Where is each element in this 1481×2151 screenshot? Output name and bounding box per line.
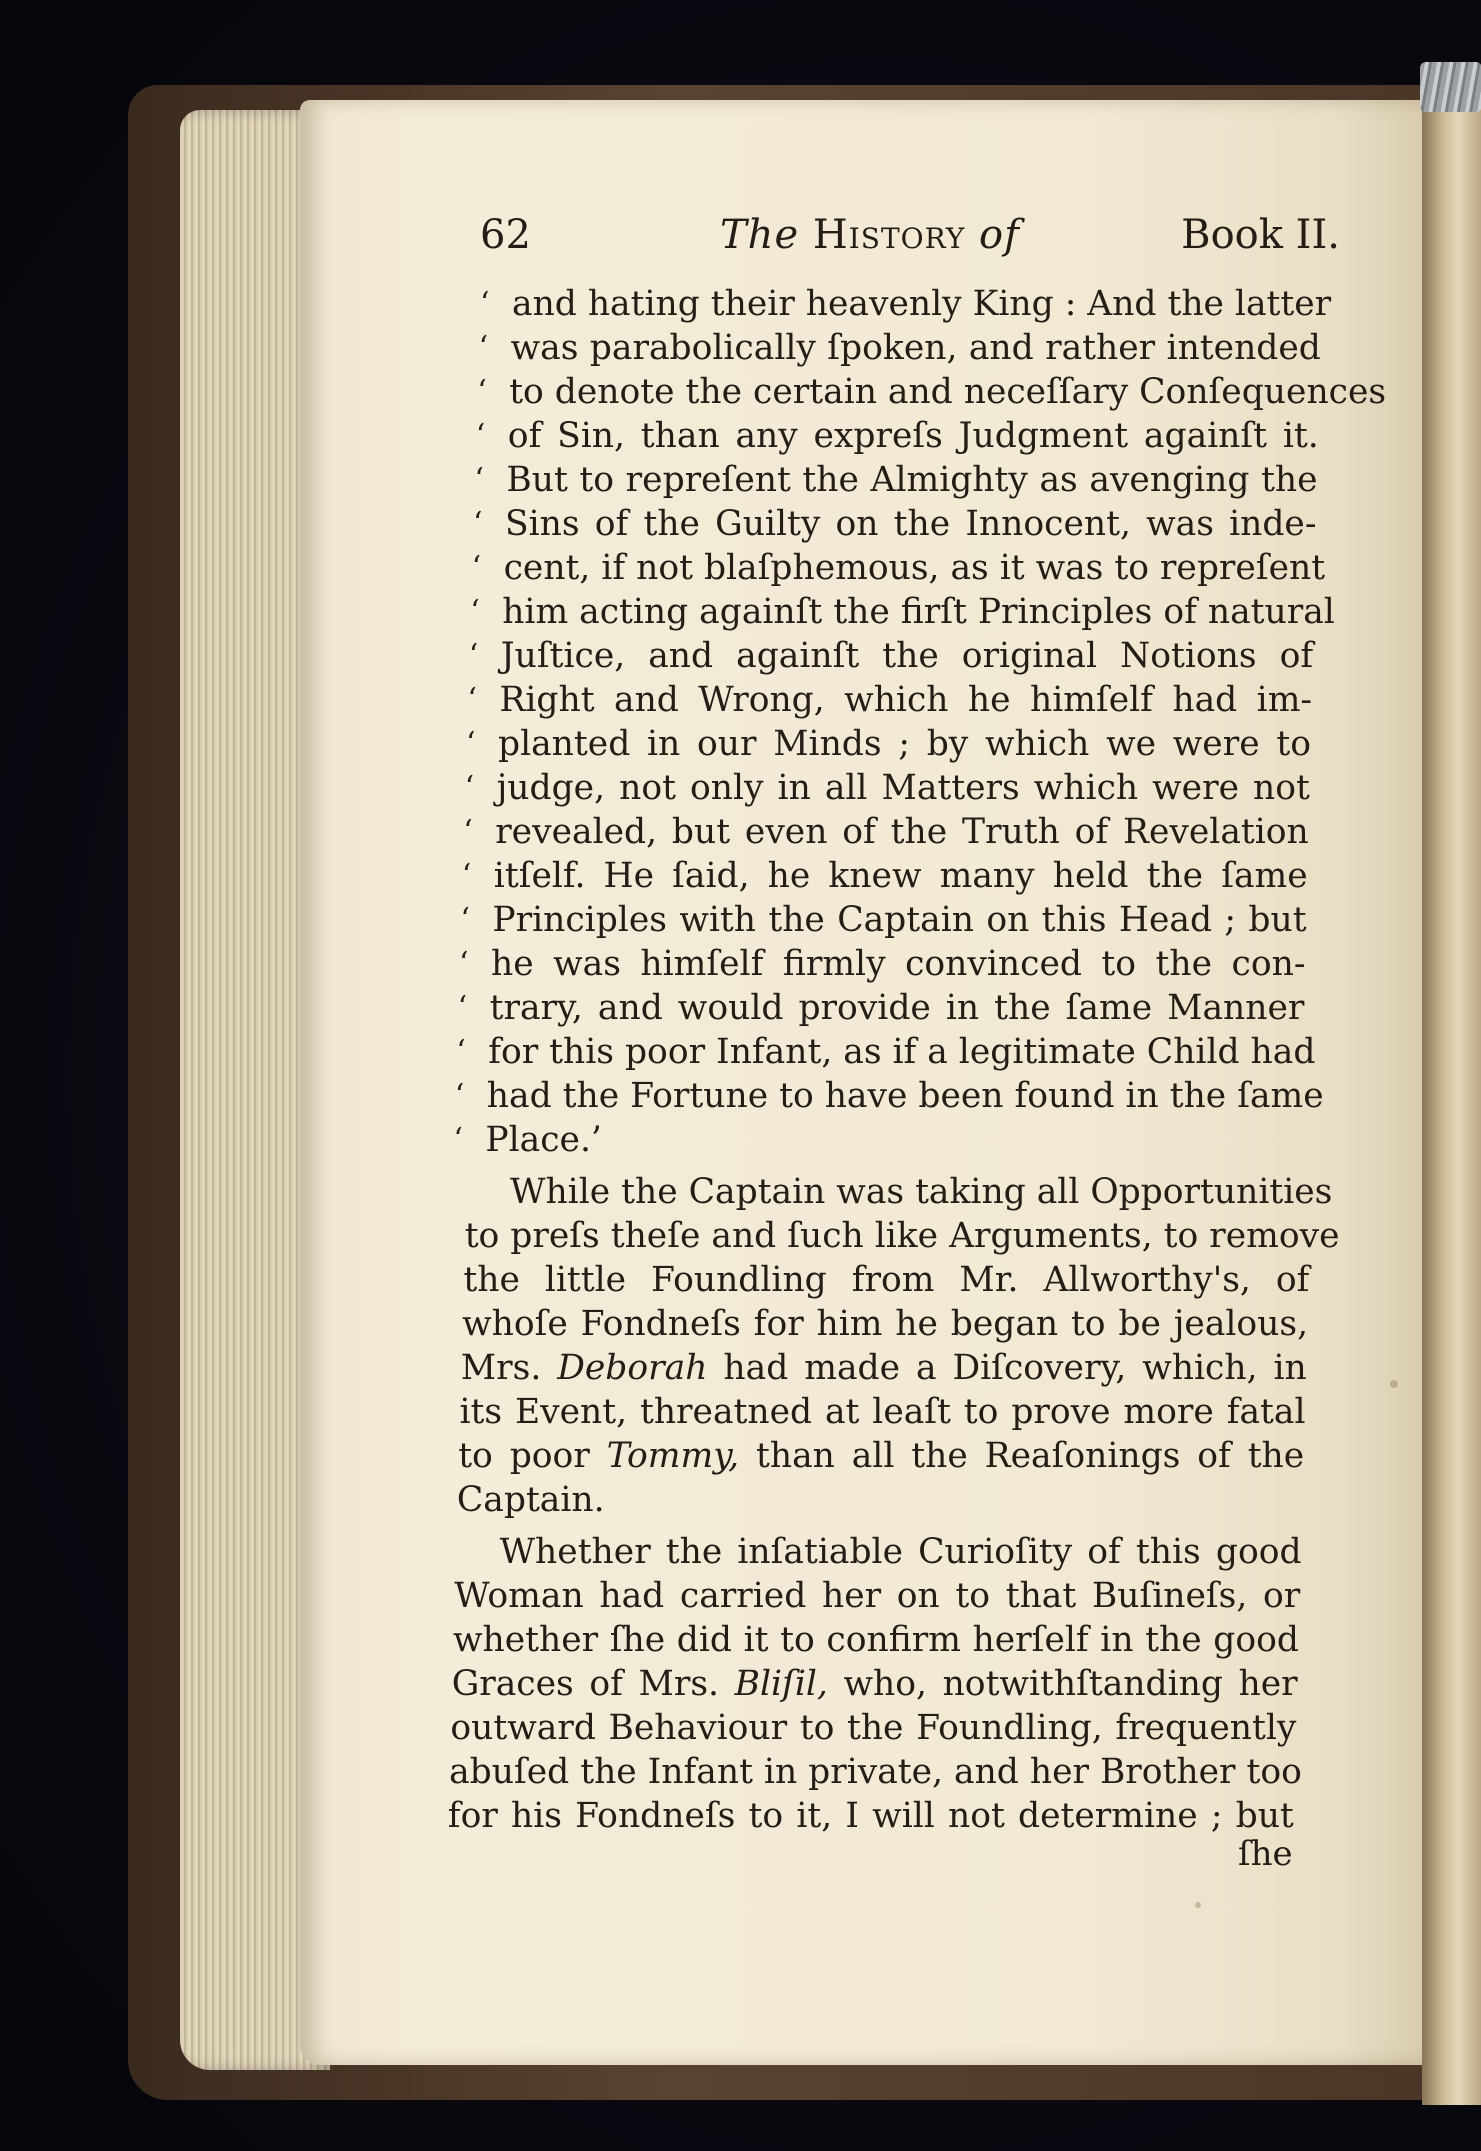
quote-mark: ‘ (477, 374, 487, 409)
text-line: for his Fondneſs to it, I will not determine ; but (447, 1796, 1294, 1836)
word: which, (1142, 1348, 1274, 1388)
running-title-history: History (812, 212, 966, 258)
word: the (463, 1260, 545, 1300)
word: of (589, 1664, 639, 1704)
text-line (452, 1662, 1298, 1706)
text-line: for this poor Infant, as if a legitimate Child had (488, 1032, 1316, 1072)
text-line: whoſe Fondneſs for him he began to be jealous, (462, 1304, 1309, 1344)
text-line: whether ſhe did it to confirm herſelf in the good (453, 1620, 1299, 1660)
text-line: cent, if not blaſphemous, as it was to repreſent (503, 548, 1326, 588)
quote-mark: ‘ (468, 638, 479, 673)
text-line: outward Behaviour to the Foundling, frequently (450, 1708, 1297, 1748)
text-line: to denote the certain and neceſſary Conſequences (509, 372, 1387, 412)
word: the (1247, 1436, 1305, 1476)
word: Reaſonings (984, 1436, 1198, 1476)
text-line: of Sin, than any expreſs Judgment againſt it. (507, 416, 1319, 456)
word: Allworthy's, (1043, 1260, 1276, 1300)
word: from (851, 1260, 960, 1300)
word: Graces (451, 1664, 590, 1704)
text-line: he was himſelf firmly convinced to the con- (491, 944, 1306, 984)
word: than (755, 1436, 852, 1476)
running-header (480, 212, 1340, 282)
text-line: itſelf. He ſaid, he knew many held the ſame (493, 856, 1308, 896)
quote-mark: ‘ (464, 770, 475, 805)
word: a (915, 1348, 953, 1388)
catchword: ſhe (1238, 1834, 1293, 1874)
quote-mark: ‘ (461, 858, 472, 893)
quote-mark: ‘ (459, 946, 469, 981)
quote-mark: ‘ (480, 286, 490, 321)
quote-mark: ‘ (456, 1034, 466, 1069)
text-line: to preſs theſe and ſuch like Arguments, to remove (464, 1216, 1340, 1256)
word: Tommy, (606, 1436, 756, 1476)
quote-mark: ‘ (466, 726, 476, 761)
quote-mark: ‘ (457, 990, 468, 1025)
text-line: But to repreſent the Almighty as avenging the (506, 460, 1318, 500)
text-line: Whether the inſatiable Curioſity of this good (499, 1532, 1302, 1572)
running-title-the: The (720, 212, 800, 258)
word: in (1273, 1348, 1307, 1388)
text-line: planted in our Minds ; by which we were to (498, 724, 1311, 764)
text-line (458, 1434, 1304, 1478)
word: of (1197, 1436, 1248, 1476)
text-line (463, 1258, 1309, 1302)
quote-mark: ‘ (475, 418, 486, 453)
text-line: had the Fortune to have been found in the ſame (486, 1076, 1324, 1116)
quote-mark: ‘ (460, 902, 470, 937)
word: her (1238, 1664, 1298, 1704)
quote-mark: ‘ (470, 594, 480, 629)
text-line: and hating their heavenly King : And the latter (512, 284, 1332, 324)
text-line: Captain. (456, 1480, 605, 1520)
text-line: was parabolically ſpoken, and rather intended (510, 328, 1321, 368)
word: Deborah (557, 1348, 724, 1388)
quote-mark: ‘ (473, 506, 483, 541)
text-line: revealed, but even of the Truth of Revelation (495, 812, 1309, 852)
word: Mrs. (460, 1348, 558, 1388)
word: all (851, 1436, 912, 1476)
word: poor (509, 1436, 607, 1476)
text-line: Sins of the Guilty on the Innocent, was inde- (505, 504, 1317, 544)
page-stain (1195, 1902, 1201, 1908)
page-stain (1390, 1380, 1398, 1388)
word: Mr. (959, 1260, 1044, 1300)
running-title (720, 212, 1020, 258)
text-line: Principles with the Captain on this Head ; but (492, 900, 1307, 940)
page-number: 62 (480, 212, 531, 258)
text-line: its Event, threatned at leaſt to prove more fatal (459, 1392, 1306, 1432)
word: the (911, 1436, 985, 1476)
running-title-of: of (979, 212, 1020, 258)
quote-mark: ‘ (463, 814, 473, 849)
word: who, (843, 1664, 943, 1704)
next-page-edge (1422, 95, 1481, 2105)
word: notwithſtanding (942, 1664, 1239, 1704)
text-line: trary, and would provide in the ſame Manner (489, 988, 1305, 1028)
text-line (461, 1346, 1307, 1390)
word: Mrs. (638, 1664, 735, 1704)
word: little (544, 1260, 652, 1300)
quote-mark: ‘ (453, 1122, 463, 1157)
word: made (804, 1348, 916, 1388)
quote-mark: ‘ (467, 682, 477, 717)
quote-mark: ‘ (471, 550, 482, 585)
quote-mark: ‘ (478, 330, 489, 365)
text-line: Place.’ (485, 1120, 602, 1160)
quote-mark: ‘ (454, 1078, 465, 1113)
word: Foundling (651, 1260, 852, 1300)
text-line: Woman had carried her on to that Buſineſs, or (454, 1576, 1301, 1616)
text-line: abuſed the Infant in private, and her Brother too (449, 1752, 1302, 1792)
word: Bliſil, (734, 1664, 844, 1704)
binding-thread (1420, 62, 1481, 112)
word: of (1275, 1260, 1310, 1300)
text-line: him acting againſt the firſt Principles of natural (502, 592, 1335, 632)
quote-mark: ‘ (474, 462, 484, 497)
word: Diſcovery, (952, 1348, 1143, 1388)
text-line: While the Captain was taking all Opportunities (510, 1172, 1333, 1212)
book-label: Book II. (1181, 212, 1340, 258)
word: had (723, 1348, 805, 1388)
text-line: Right and Wrong, which he himſelf had im- (499, 680, 1313, 720)
text-line: Juſtice, and againſt the original Notions of (500, 636, 1314, 676)
word: to (458, 1436, 510, 1476)
text-line: judge, not only in all Matters which were not (496, 768, 1310, 808)
